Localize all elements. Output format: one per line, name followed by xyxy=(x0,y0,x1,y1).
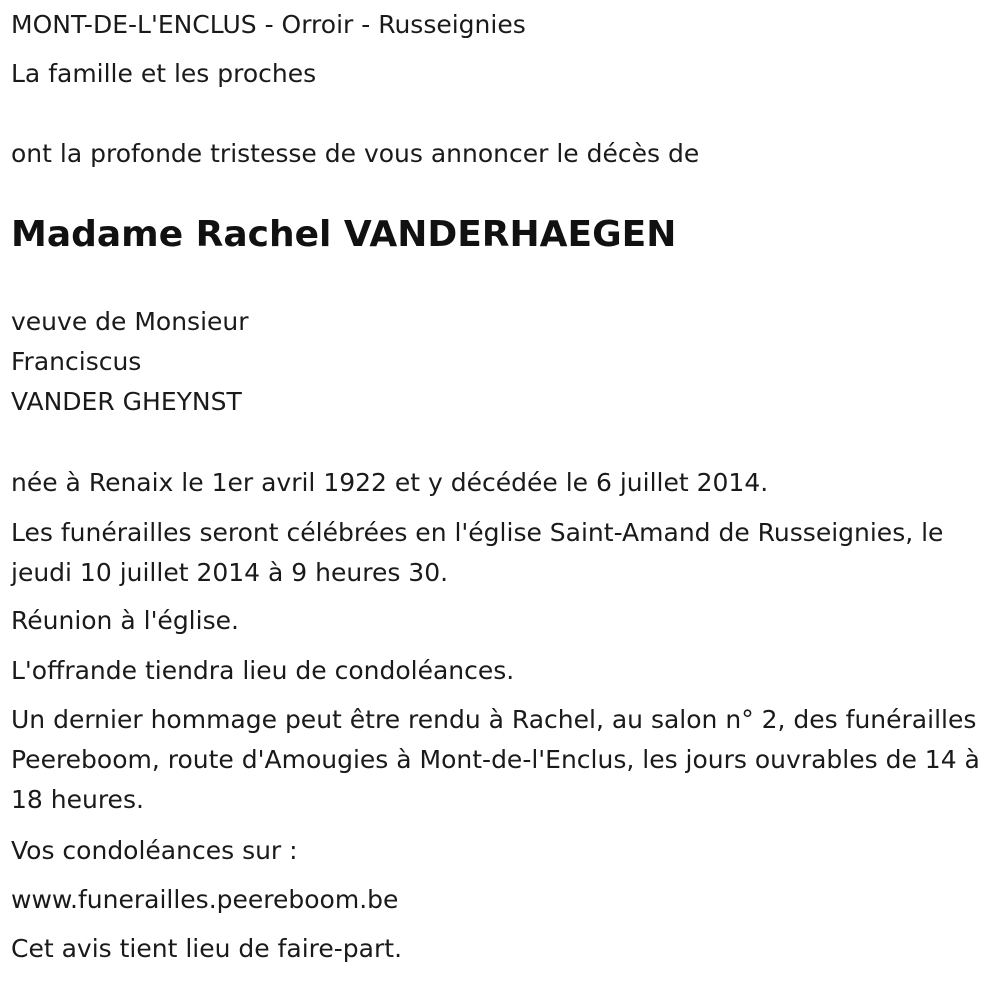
funeral-text: Les funérailles seront célébrées en l'église Saint-Amand de Russeignies, le jeudi 10 juillet 2014 à 9 heures 30. xyxy=(11,518,944,587)
deceased-name: Madame Rachel VANDERHAEGEN xyxy=(11,214,677,255)
offering-text: L'offrande tiendra lieu de condoléances. xyxy=(11,656,515,685)
spouse-line-1: veuve de Monsieur xyxy=(11,307,249,336)
location-header: MONT-DE-L'ENCLUS - Orroir - Russeignies xyxy=(11,10,526,39)
notice-text: Cet avis tient lieu de faire-part. xyxy=(11,934,403,963)
spouse-line-3: VANDER GHEYNST xyxy=(11,387,242,416)
announcement-text: ont la profonde tristesse de vous annoncer le décès de xyxy=(11,139,700,168)
tribute-text: Un dernier hommage peut être rendu à Rachel, au salon n° 2, des funérailles Peereboom, route d'Amougies à Mont-de-l'Enclus, les jours ouvrables de 14 à 18 heures. xyxy=(11,705,980,814)
birth-death-text: née à Renaix le 1er avril 1922 et y décédée le 6 juillet 2014. xyxy=(11,468,769,497)
spouse-line-2: Franciscus xyxy=(11,347,142,376)
website-link[interactable]: www.funerailles.peereboom.be xyxy=(11,885,399,914)
family-line: La famille et les proches xyxy=(11,59,317,88)
condolences-label: Vos condoléances sur : xyxy=(11,836,298,865)
meeting-text: Réunion à l'église. xyxy=(11,606,239,635)
